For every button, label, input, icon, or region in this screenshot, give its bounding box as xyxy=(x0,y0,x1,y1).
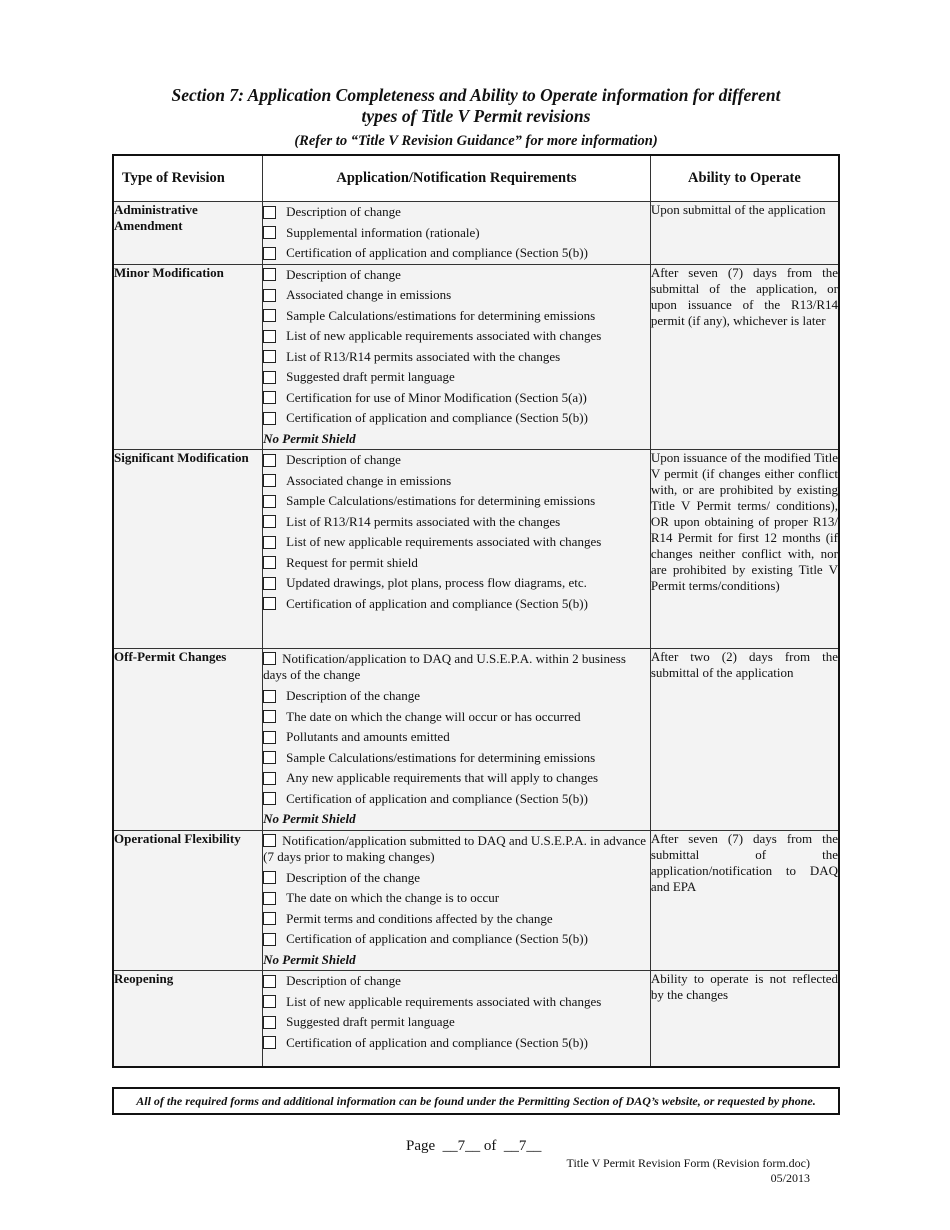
requirement-label: Description of the change xyxy=(286,688,421,704)
checkbox[interactable] xyxy=(263,247,276,260)
checkbox[interactable] xyxy=(263,597,276,610)
requirement-label: Permit terms and conditions affected by the change xyxy=(286,910,553,926)
revision-type: Significant Modification xyxy=(113,450,263,649)
requirement-label: Associated change in emissions xyxy=(286,472,452,488)
requirement-label: Sample Calculations/estimations for determining emissions xyxy=(286,493,596,509)
revision-type: Off-Permit Changes xyxy=(113,649,263,831)
checkbox[interactable] xyxy=(263,330,276,343)
requirement-label: List of R13/R14 permits associated with the changes xyxy=(286,513,561,529)
requirement-label: Sample Calculations/estimations for determining emissions xyxy=(286,749,596,765)
requirements-list xyxy=(263,450,651,649)
checkbox[interactable] xyxy=(263,892,276,905)
checkbox[interactable] xyxy=(263,515,276,528)
checkbox[interactable] xyxy=(263,652,276,665)
header-ability-to-operate: Ability to Operate xyxy=(650,155,839,202)
checkbox[interactable] xyxy=(263,556,276,569)
ability-to-operate: After two (2) days from the submittal of the application xyxy=(650,649,839,831)
requirements-list xyxy=(263,830,651,971)
requirement-label: Certification of application and compliance (Section 5(b)) xyxy=(286,1034,588,1050)
checkbox[interactable] xyxy=(263,206,276,219)
checkbox[interactable] xyxy=(263,1016,276,1029)
checkbox[interactable] xyxy=(263,268,276,281)
requirements-list xyxy=(263,971,651,1067)
ability-to-operate: Upon issuance of the modified Title V permit (if changes either conflict with, or are prohibited by existing Title V Permit terms/ conditions), OR upon obtaining of proper R13/ R14 Permit for first 12 months (if changes neither conflict with, nor are prohibited by existing Title V Permit terms/conditions) xyxy=(650,450,839,649)
no-permit-shield-note: No Permit Shield xyxy=(263,951,356,967)
header-requirements: Application/Notification Requirements xyxy=(263,155,651,202)
footer-note: All of the required forms and additional information can be found under the Permitting Section of DAQ’s website, or requested by phone. xyxy=(112,1087,840,1115)
checkbox[interactable] xyxy=(263,536,276,549)
requirement-label: Description of change xyxy=(286,452,401,468)
checkbox[interactable] xyxy=(263,474,276,487)
ability-to-operate: Ability to operate is not reflected by the changes xyxy=(650,971,839,1067)
revision-type: Administrative Amendment xyxy=(113,202,263,265)
table-row xyxy=(113,264,839,450)
checkbox[interactable] xyxy=(263,772,276,785)
requirement-label: Certification of application and compliance (Section 5(b)) xyxy=(286,410,588,426)
checkbox[interactable] xyxy=(263,454,276,467)
requirement-label: Certification for use of Minor Modification (Section 5(a)) xyxy=(286,389,587,405)
table-row xyxy=(113,202,839,265)
table-row xyxy=(113,971,839,1067)
table-row xyxy=(113,649,839,831)
requirement-label: Certification of application and compliance (Section 5(b)) xyxy=(286,790,588,806)
requirement-label: Description of change xyxy=(286,973,401,989)
checkbox[interactable] xyxy=(263,309,276,322)
checkbox[interactable] xyxy=(263,975,276,988)
requirements-list xyxy=(263,649,651,831)
form-identifier xyxy=(567,1156,810,1186)
checkbox[interactable] xyxy=(263,871,276,884)
table-row xyxy=(113,830,839,971)
requirement-label: List of new applicable requirements associated with changes xyxy=(286,328,602,344)
ability-to-operate: After seven (7) days from the submittal of the application/notification to DAQ and EPA xyxy=(650,830,839,971)
requirement-label: Notification/application to DAQ and U.S.E.P.A. within 2 business days of the change xyxy=(263,651,626,682)
requirement-label: Request for permit shield xyxy=(286,554,418,570)
requirement-label: The date on which the change will occur or has occurred xyxy=(286,708,581,724)
requirement-label: Sample Calculations/estimations for determining emissions xyxy=(286,307,596,323)
requirement-label: Certification of application and compliance (Section 5(b)) xyxy=(286,245,588,261)
section-title-line-1: Section 7: Application Completeness and Ability to Operate information for different xyxy=(171,85,781,105)
requirement-label: Description of change xyxy=(286,204,401,220)
checkbox[interactable] xyxy=(263,933,276,946)
requirement-label: List of new applicable requirements associated with changes xyxy=(286,534,602,550)
section-title xyxy=(112,85,840,127)
requirement-label: Description of change xyxy=(286,266,401,282)
requirement-label: Supplemental information (rationale) xyxy=(286,224,480,240)
checkbox[interactable] xyxy=(263,495,276,508)
page-number: Page __7__ of __7__ xyxy=(406,1138,542,1154)
ability-to-operate: Upon submittal of the application xyxy=(650,202,839,265)
requirement-label: List of R13/R14 permits associated with the changes xyxy=(286,348,561,364)
revision-type: Minor Modification xyxy=(113,264,263,450)
requirement-label: Updated drawings, plot plans, process flow diagrams, etc. xyxy=(286,575,587,591)
checkbox[interactable] xyxy=(263,226,276,239)
checkbox[interactable] xyxy=(263,710,276,723)
checkbox[interactable] xyxy=(263,412,276,425)
table-row xyxy=(113,450,839,649)
checkbox[interactable] xyxy=(263,792,276,805)
requirement-label: Associated change in emissions xyxy=(286,287,452,303)
requirement-label: Suggested draft permit language xyxy=(286,369,455,385)
header-type-of-revision: Type of Revision xyxy=(113,155,263,202)
checkbox[interactable] xyxy=(263,391,276,404)
checkbox[interactable] xyxy=(263,350,276,363)
section-subtitle: (Refer to “Title V Revision Guidance” for more information) xyxy=(294,133,658,149)
checkbox[interactable] xyxy=(263,289,276,302)
requirements-list xyxy=(263,202,651,265)
requirement-label: Description of the change xyxy=(286,869,421,885)
requirement-label: The date on which the change is to occur xyxy=(286,890,500,906)
requirement-label: Certification of application and compliance (Section 5(b)) xyxy=(286,595,588,611)
requirement-label: List of new applicable requirements associated with changes xyxy=(286,993,602,1009)
revision-type: Reopening xyxy=(113,971,263,1067)
checkbox[interactable] xyxy=(263,1036,276,1049)
requirement-label: Suggested draft permit language xyxy=(286,1014,455,1030)
checkbox[interactable] xyxy=(263,577,276,590)
table-header-row xyxy=(113,155,839,202)
checkbox[interactable] xyxy=(263,751,276,764)
checkbox[interactable] xyxy=(263,912,276,925)
checkbox[interactable] xyxy=(263,371,276,384)
no-permit-shield-note: No Permit Shield xyxy=(263,811,356,826)
checkbox[interactable] xyxy=(263,995,276,1008)
checkbox[interactable] xyxy=(263,690,276,703)
checkbox[interactable] xyxy=(263,834,276,847)
requirement-label: Certification of application and compliance (Section 5(b)) xyxy=(286,931,588,947)
revision-requirements-table xyxy=(112,154,840,1068)
section-title-line-2: types of Title V Permit revisions xyxy=(361,106,591,126)
form-date: 05/2013 xyxy=(770,1171,810,1185)
requirement-label: Any new applicable requirements that will apply to changes xyxy=(286,770,599,786)
form-name: Title V Permit Revision Form (Revision form.doc) xyxy=(566,1156,810,1170)
checkbox[interactable] xyxy=(263,731,276,744)
ability-to-operate: After seven (7) days from the submittal of the application, or upon issuance of the R13/R14 permit (if any), whichever is later xyxy=(650,264,839,450)
no-permit-shield-note: No Permit Shield xyxy=(263,430,356,446)
requirements-list xyxy=(263,264,651,450)
revision-type: Operational Flexibility xyxy=(113,830,263,971)
requirement-label: Pollutants and amounts emitted xyxy=(286,729,450,745)
requirement-label: Notification/application submitted to DAQ and U.S.E.P.A. in advance (7 days prior to making changes) xyxy=(263,832,647,864)
